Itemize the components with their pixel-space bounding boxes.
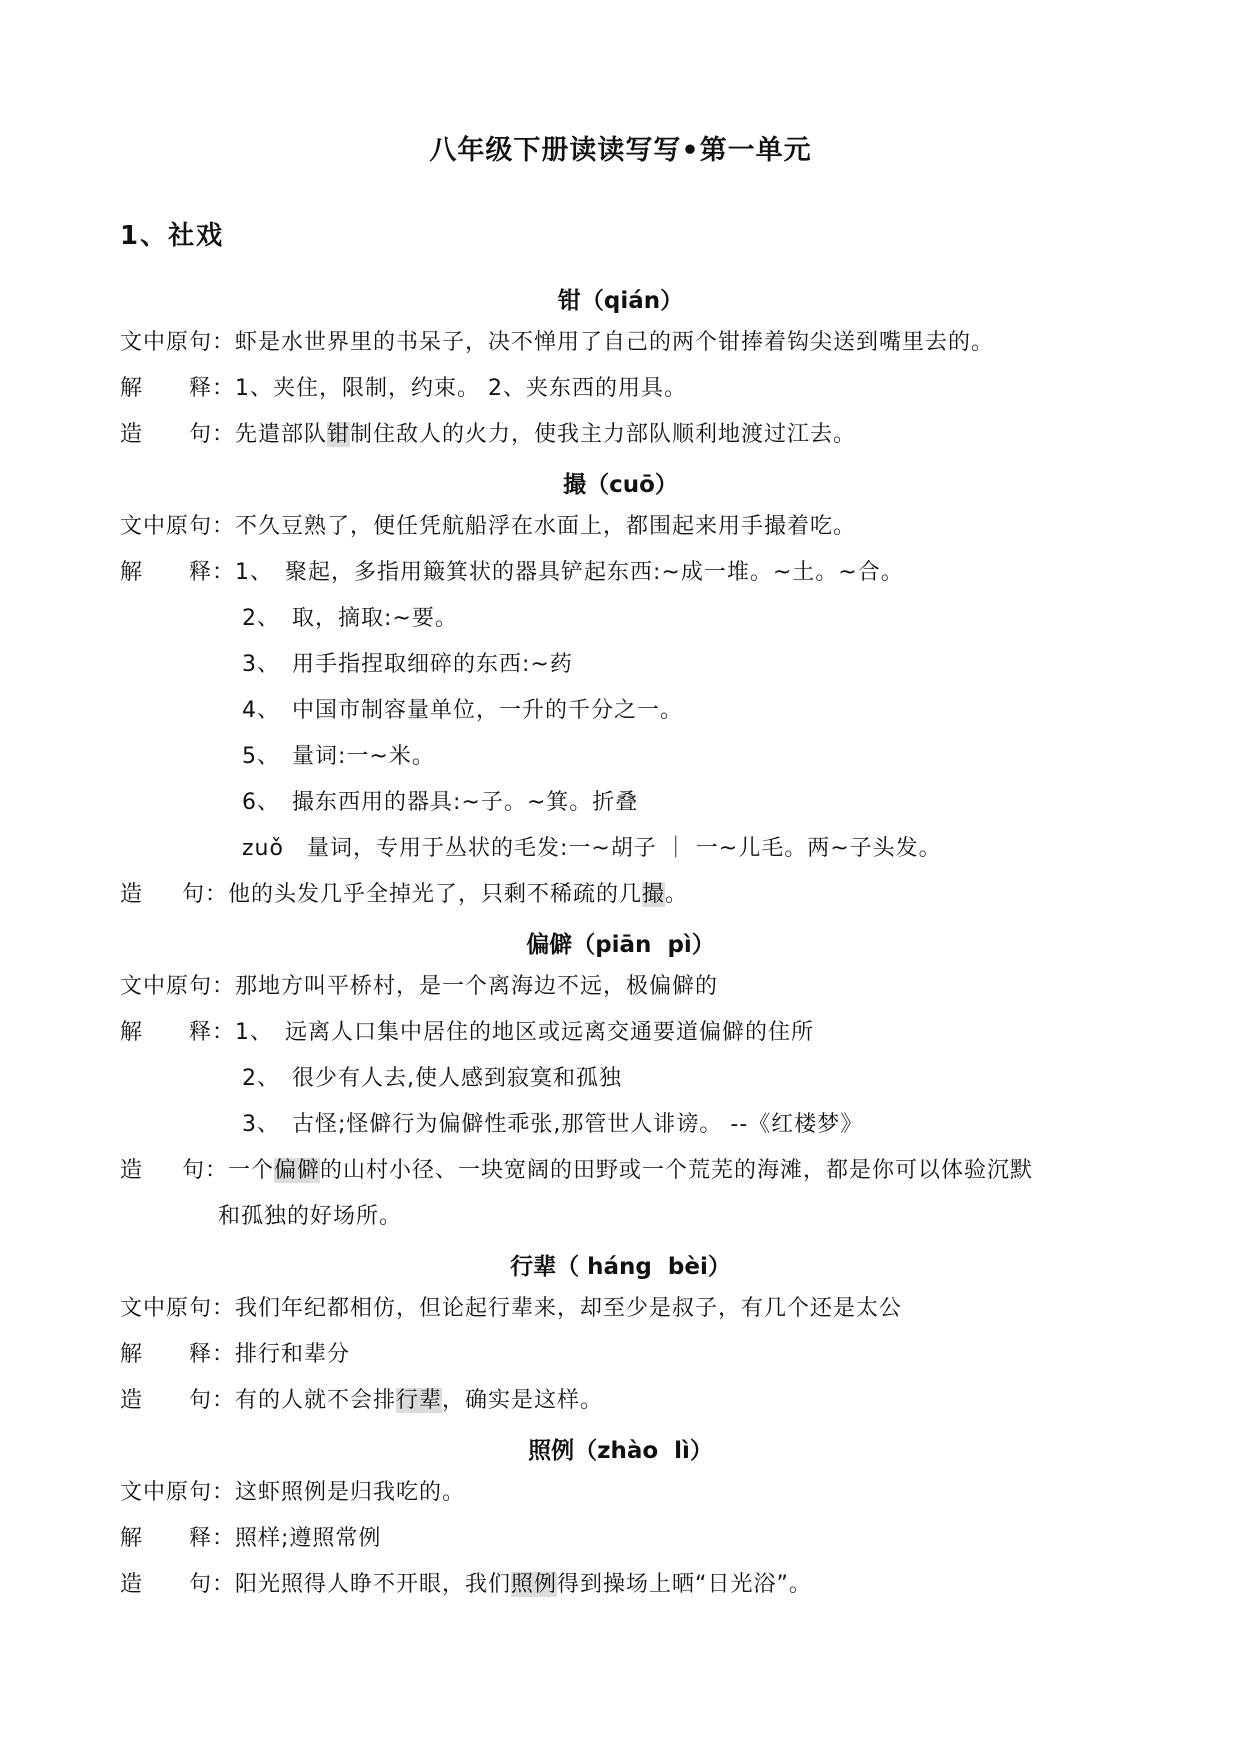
word-heading-cuo: 撮（cuō） xyxy=(563,472,678,498)
explain-text: 1、 远离人口集中居住的地区或远离交通要道偏僻的住所 xyxy=(235,1020,815,1045)
sentence-text: 的山村小径、一块宽阔的田野或一个荒芜的海滩，都是你可以体验沉默 xyxy=(320,1158,1034,1183)
highlighted-word: 偏僻 xyxy=(274,1158,321,1183)
explain-label: 解 释： xyxy=(120,560,236,585)
example-sentence-cuo xyxy=(120,880,688,910)
original-sentence-zhaoli xyxy=(120,1478,465,1508)
original-sentence-pianpi xyxy=(120,972,718,1002)
sentence-label: 造 句： xyxy=(120,1158,228,1183)
word-heading-pianpi: 偏僻（piān pì） xyxy=(526,932,715,958)
explanation-pianpi-2: 2、 很少有人去,使人感到寂寞和孤独 xyxy=(242,1066,622,1091)
explanation-pianpi-1 xyxy=(120,1018,814,1048)
explanation-cuo-1 xyxy=(120,558,904,588)
example-sentence-qian xyxy=(120,420,856,450)
sentence-text: 制住敌人的火力，使我主力部队顺利地渡过江去。 xyxy=(350,422,857,447)
sentence-text: 。 xyxy=(665,882,689,907)
original-text: 虾是水世界里的书呆子，决不惮用了自己的两个钳捧着钩尖送到嘴里去的。 xyxy=(235,330,995,355)
sentence-text: 一个 xyxy=(228,1158,275,1183)
sentence-text: ，确实是这样。 xyxy=(442,1388,604,1413)
explanation-cuo-6: 6、 撮东西用的器具:~子。~箕。折叠 xyxy=(242,790,639,815)
original-text: 不久豆熟了，便任凭航船浮在水面上，都围起来用手撮着吃。 xyxy=(235,514,857,539)
sentence-label: 造 句： xyxy=(120,1388,236,1413)
original-label: 文中原句： xyxy=(120,330,236,355)
original-text: 这虾照例是归我吃的。 xyxy=(235,1480,466,1505)
sentence-label: 造 句： xyxy=(120,422,236,447)
original-label: 文中原句： xyxy=(120,1296,236,1321)
explain-label: 解 释： xyxy=(120,1020,236,1045)
explanation-qian xyxy=(120,374,687,404)
sentence-text: 得到操场上晒“日光浴”。 xyxy=(557,1572,812,1597)
word-heading-hangbei: 行辈（ háng bèi） xyxy=(510,1254,731,1280)
sentence-text: 先遣部队 xyxy=(235,422,328,447)
example-sentence-pianpi-cont: 和孤独的好场所。 xyxy=(218,1204,403,1229)
highlighted-word: 撮 xyxy=(642,882,666,907)
sentence-text: 他的头发几乎全掉光了，只剩不稀疏的几 xyxy=(228,882,643,907)
original-text: 我们年纪都相仿，但论起行辈来，却至少是叔子，有几个还是太公 xyxy=(235,1296,903,1321)
word-heading-zhaoli: 照例（zhào lì） xyxy=(528,1438,713,1464)
explanation-cuo-3: 3、 用手指捏取细碎的东西:~药 xyxy=(242,652,573,677)
sentence-text: 阳光照得人睁不开眼，我们 xyxy=(235,1572,512,1597)
explanation-zhaoli xyxy=(120,1524,381,1554)
original-label: 文中原句： xyxy=(120,1480,236,1505)
explain-label: 解 释： xyxy=(120,1342,236,1367)
highlighted-word: 行辈 xyxy=(396,1388,443,1413)
highlighted-word: 钳 xyxy=(327,422,351,447)
original-sentence-cuo xyxy=(120,512,856,542)
original-sentence-hangbei xyxy=(120,1294,902,1324)
explain-text: 1、 聚起，多指用簸箕状的器具铲起东西:~成一堆。~土。~合。 xyxy=(235,560,904,585)
highlighted-word: 照例 xyxy=(511,1572,558,1597)
example-sentence-hangbei xyxy=(120,1386,603,1416)
example-sentence-pianpi xyxy=(120,1156,1033,1186)
original-label: 文中原句： xyxy=(120,514,236,539)
word-heading-qian: 钳（qián） xyxy=(557,288,684,314)
explain-text: 照样;遵照常例 xyxy=(235,1526,382,1551)
example-sentence-zhaoli xyxy=(120,1570,812,1600)
original-text: 那地方叫平桥村，是一个离海边不远，极偏僻的 xyxy=(235,974,719,999)
explanation-cuo-2: 2、 取，摘取:~要。 xyxy=(242,606,458,631)
document-title: 八年级下册读读写写•第一单元 xyxy=(429,135,812,166)
explanation-hangbei xyxy=(120,1340,350,1370)
explain-label: 解 释： xyxy=(120,1526,236,1551)
explanation-cuo-zuo: zuǒ 量词，专用于丛状的毛发:一~胡子 ｜ 一~儿毛。两~子头发。 xyxy=(242,836,942,861)
explain-text: 1、夹住，限制，约束。 2、夹东西的用具。 xyxy=(235,376,688,401)
explanation-cuo-5: 5、 量词:一~米。 xyxy=(242,744,435,769)
explain-text: 排行和辈分 xyxy=(235,1342,351,1367)
section-title: 1、社戏 xyxy=(120,221,225,251)
sentence-label: 造 句： xyxy=(120,882,228,907)
original-sentence-qian xyxy=(120,328,994,358)
explain-label: 解 释： xyxy=(120,376,236,401)
explanation-pianpi-3: 3、 古怪;怪僻行为偏僻性乖张,那管世人诽谤。 --《红楼梦》 xyxy=(242,1112,864,1137)
sentence-text: 有的人就不会排 xyxy=(235,1388,397,1413)
original-label: 文中原句： xyxy=(120,974,236,999)
sentence-label: 造 句： xyxy=(120,1572,236,1597)
explanation-cuo-4: 4、 中国市制容量单位，一升的千分之一。 xyxy=(242,698,683,723)
